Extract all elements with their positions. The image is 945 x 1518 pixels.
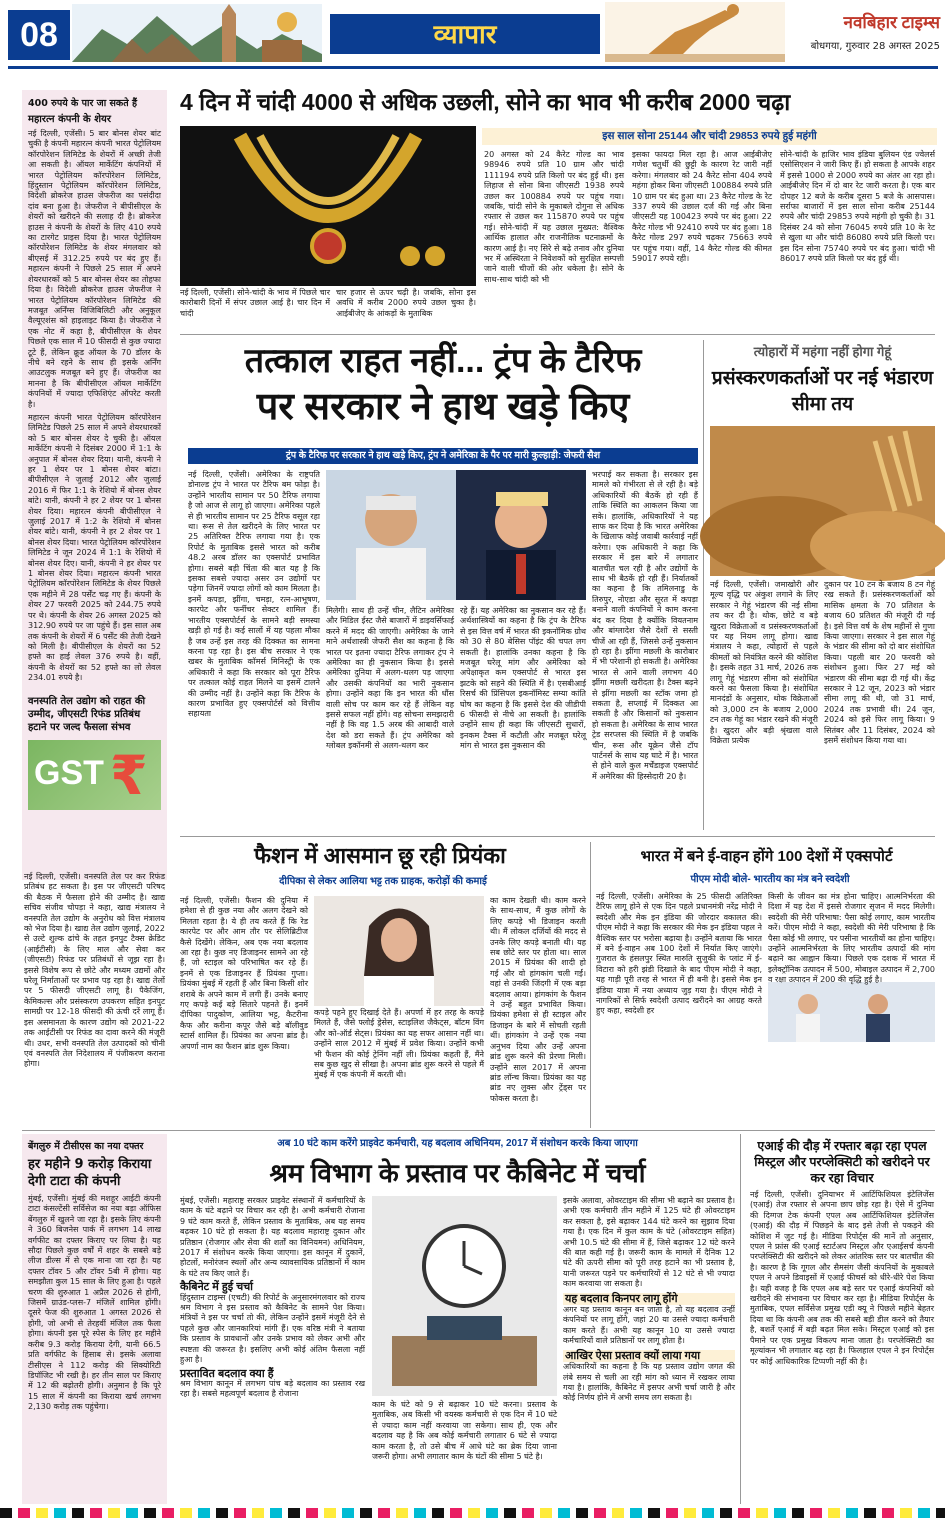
tariff-col3: रहे हैं। यह अमेरिका का नुकसान कर रहे हैं। अर्थशास्त्रियों का कहना है कि ट्रंप के टैरिफ से इस वित्त वर्ष में भारत की इकनॉमिक ग्रोथ को 30 से 80 बेसिस पॉइंट की चपत लग सकती है। हालांकि उनका कहना है कि मजबूत घरेलू मांग और अमेरिका को अपेक्षाकृत कम एक्सपोर्ट से भारत इस झटके को सहने की स्थिति में है। एसबीआई रिसर्च की प्रिंसिपल इकनॉमिस्ट सम्या कांति घोष का कहना है कि इससे देश की जीडीपी 6 फीसदी से नीचे आ सकती है। हालांकि उन्होंने साथ ही कहा कि जीएसटी सुधारों, इनकम टैक्स में कटौती और मजबूत घरेलू मांग से भारत इस नुकसान की xyxy=(460,606,587,751)
labour-para: अधिकारियों का कहना है कि यह प्रस्ताव उद्योग जगत की लंबे समय से चली आ रही मांग को ध्यान में रखकर लाया गया है। हालांकि, कैबिनेट में इसपर अभी चर्चा जारी है और कोई निर्णय होने में अभी समय लग सकता है। xyxy=(563,1362,735,1403)
labour-subhead: यह बदलाव किनपर लागू होंगे xyxy=(563,1293,735,1305)
date-line: बोधगया, गुरुवार 28 अगस्त 2025 xyxy=(810,41,940,52)
divider xyxy=(590,842,591,1128)
modi-trump-photo xyxy=(326,470,586,600)
ev-photo xyxy=(768,982,935,1042)
priyanka-subhead: दीपिका से लेकर आलिया भट्ट तक ग्राहक, करोड़ों की कमाई xyxy=(218,874,548,890)
sidebar-body-para: महारत्न कंपनी भारत पेट्रोलियम कॉरपोरेशन लिमिटेड पिछले 25 साल में अपने शेयरधारकों को 5 बार बोनस शेयर दे चुकी है। ऑयल मार्केटिंग कंपनी ने दिसंबर 2000 में 1:1 के अनुपात में बोनस शेयर दिया। यानी, कंपनी ने हर 1 शेयर पर 1 बोनस शेयर बांटा। बीपीसीएल ने जुलाई 2012 और जुलाई 2016 में फिर 1:1 के रेशियो में बोनस शेयर बांटे। यानी, कंपनी ने हर 2 शेयर पर 1 बोनस शेयर दिया। महारत्न कंपनी बीपीसीएल ने जुलाई 2017 में 1:2 के रेशियो में बोनस शेयर बांटे। यानी, कंपनी ने हर 2 शेयर पर 1 बोनस शेयर दिया। भारत पेट्रोलियम कॉरपोरेशन लिमिटेड ने जून 2024 में 1:1 के रेशियो में बोनस शेयर दिए। यानी, कंपनी ने हर शेयर पर 1 बोनस शेयर दिया। महारत्न कंपनी भारत पेट्रोलियम कॉरपोरेशन लिमिटेड के शेयर पिछले एक महीने में 28 पर्सेंट चढ़ गए हैं। कंपनी के शेयर 27 फरवरी 2025 को 244.75 रुपये पर थे। कंपनी के शेयर 26 अगस्त 2025 को 312.90 रुपये पर जा पहुंचे हैं। इस साल अब तक कंपनी के शेयरों में 6 पर्सेंट की तेजी देखने को मिली है। बीपीसीएल के शेयरों का 52 हफ्ते का हाई लेवल 376 रुपये है। वहीं, कंपनी के शेयरों का 52 हफ्ते का लो लेवल 234.01 रुपये है। xyxy=(28,412,161,683)
wheat-col2: दुकान पर 10 टन के बजाय 8 टन गेहूं रख सकते हैं। प्रसंस्करणकर्ताओं को मासिक क्षमता के 70 प्रतिशत के बजाय 60 प्रतिशत की मंजूरी दी गई है। इसे वित्त वर्ष के शेष महीनों से गुणा किया जाएगा। सरकार ने इस साल गेहूं के भंडार की सीमा को दो बार संशोधित किया। पहली बार 20 फरवरी को संशोधन हुआ। फिर 27 मई को भंडारण की सीमा बढ़ा दी गई थी। केंद्र सरकार ने 12 जून, 2023 को भंडार सीमा लागू की थी, जो 31 मार्च, 2024 तक प्रभावी थी। 24 जून, 2024 को इसे फिर लागू किया। 9 सितंबर और 11 दिसंबर, 2024 को इसमें संशोधन किया गया था। xyxy=(824,580,935,746)
divider xyxy=(22,1130,935,1131)
paper-name: नवबिहार टाइम्स xyxy=(843,13,940,32)
labour-col3 xyxy=(563,1196,735,1504)
ev-subhead: पीएम मोदी बोले- भारतीय का मंत्र बने स्वदेशी xyxy=(630,872,910,887)
sidebar-bpcl xyxy=(22,90,167,880)
page-number: 08 xyxy=(20,16,58,54)
silver-col5: सोने-चांदी के हाजिर भाव इंडिया बुलियन एंड ज्वेलर्स एसोसिएशन ने जारी किए हैं। हो सकता है आपके शहर में इससे 1000 से 2000 रुपये का अंतर आ रहा हो। आईबीजेए दिन में दो बार रेट जारी करता है। एक बार दोपहर 12 बजे के करीब दूसरा 5 बजे के आसपास। सर्राफा बाजारों में इस साल सोना करीब 25144 रुपये और चांदी 29853 रुपये महंगी हो चुकी है। 31 दिसंबर 24 को सोना 76045 रुपये प्रति 10 के रेट से खुला था और चांदी 86080 रुपये प्रति किलो पर। इस दिन सोना 75740 रुपये पर बंद हुआ। चांदी भी 86017 रुपये प्रति किलो पर बंद हुई थी। xyxy=(780,150,935,264)
sidebar-body xyxy=(22,129,167,689)
jewelry-photo xyxy=(180,126,476,286)
office-worker-image xyxy=(372,1196,557,1396)
sidebar-kicker: 400 रुपये के पार जा सकते हैं xyxy=(28,98,137,109)
tariff-col4: भरपाई कर सकता है। सरकार इस मामले को गंभीरता से ले रही है। बड़े अधिकारियों की बैठकें हो रही हैं ताकि स्थिति का आकलन किया जा सके। हालांकि, अधिकारियों ने यह साफ कर दिया है कि भारत अमेरिका के खिलाफ कोई जवाबी कार्रवाई नहीं करेगा। एक अधिकारी ने कहा कि सरकार में इस बारे में लगातार बातचीत चल रही है और उद्योगों के साथ भी बैठकें हो रही हैं। निर्यातकों का कहना है कि तमिलनाडु के तिरुपुर, नोएडा और सूरत में कपड़ा बनाने वाली कंपनियों ने काम करना बंद कर दिया है क्योंकि वियतनाम और बांग्लादेश जैसे देशों से सस्ती चीजें आ रही हैं, जिससे उन्हें नुकसान हो रहा है। झींगा मछली के कारोबार में भी परेशानी हो सकती है। अमेरिका भारत से आने वाली लगभग 40 झींगा मछली खरीदता है। टैक्स बढ़ने से झींगा मछली का स्टॉक जमा हो सकता है, सप्लाई में दिक्कत आ सकती है और किसानों को नुकसान हो सकता है। अमेरिका के साथ भारत ट्रेड सरप्लस की स्थिति में है जबकि चीन, रूस और यूक्रेन जैसे टॉप पार्टनर्स के साथ यह घाटे में है। भारत से होने वाले कुल मर्चेंडाइज एक्सपोर्ट में अमेरिका की हिस्सेदारी 20 है। xyxy=(592,470,698,781)
page-number-box xyxy=(8,10,70,60)
ai-body: नई दिल्ली, एजेंसी। दुनियाभर में आर्टिफिशियल इंटेलिजेंस (एआई) तेज रफ्तार से अपना छाप छोड़ रहा है। ऐसे में दुनिया की दिग्गज टेक कंपनी एपल अब आर्टिफिशियल इंटेलिजेंस (एआई) की दौड़ में पिछड़ने के बाद इसे तेजी से पकड़ने की कोशिश में जुट गई है। मीडिया रिपोर्ट्स की मानें तो अनुसार, एपल ने फ्रांस की एआई स्टार्टअप मिस्ट्रल और एआईसर्च कंपनी परप्लेक्सिटी की खरीदने को लेकर आंतरिक स्तर पर बातचीत की है। कारण है कि गूगल और सैमसंग जैसी कंपनियों के मुकाबले एपल ने अपने डिवाइसों में एआई फीचर्स को धीरे-धीरे पेश किया है। यही वजह है कि एपल अब बड़े स्तर पर एआई कंपनियों को खरीदने की संभावना पर विचार कर रहा है। मीडिया रिपोर्ट्स के मुताबिक, एपल सर्विसेज प्रमुख एडी क्यू ने पिछले महीने बेहतर दिया था कि कंपनी अब तक की सबसे बड़ी डील करने को तैयार है, बशर्ते एआई में बड़ी बढ़त मिल सके। मिस्ट्रल एआई को इस पैमाने पर एक प्रमुख विकल्प माना जाता है। परप्लेक्सिटी का मूल्यांकन भी लगातार बढ़ रहा है। फिलहाल एपल ने इन रिपोर्ट्स पर कोई आधिकारिक टिप्पणी नहीं की है। xyxy=(750,1190,934,1366)
tariff-headline-2: पर सरकार ने हाथ खड़े किए xyxy=(256,386,630,428)
labour-subhead: कैबिनेट में हुई चर्चा xyxy=(180,1281,254,1294)
silver-col4: इसका फायदा मिल रहा है। आज आईबीजेए गणेश चतुर्थी की छुट्टी के कारण रेट जारी नहीं करेगा। मंगलवार को 24 कैरेट सोना 404 रुपये महंगा होकर बिना जीएसटी 100884 रुपये प्रति 10 ग्राम पर बंद हुआ था। 23 कैरेट गोल्ड के रेट 337 रुपये की उछाल दर्ज की गई और बिना जीएसटी यह 100423 रुपये पर बंद हुआ। 22 कैरेट गोल्ड भी 92410 रुपये पर बंद हुआ। 18 कैरेट गोल्ड 297 रुपये चढ़कर 75663 रुपये पर पहुंच गया। वहीं, 14 कैरेट गोल्ड की कीमत 59017 रुपये रही। xyxy=(632,150,772,264)
divider xyxy=(703,340,704,830)
ev-col2: किसी के जीवन का मंत्र होना चाहिए। आत्मनिर्भरता की दिशा में यह देश में इससे रोजगार सृजन में मदद मिलेगी। स्वदेशी की मेरी परिभाषा: पैसा कोई लगाए, काम भारतीय करें। पीएम मोदी ने कहा, स्वदेशी की मेरी परिभाषा है कि पैसा कोई भी लगाए, पर पसीना भारतीयों का होना चाहिए। उन्होंने आत्मनिर्भरता के लिए भारतीय उत्पादों की मांग बढ़ाने का आह्वान किया। पिछले एक दशक में भारत में इलेक्ट्रॉनिक उत्पादन में 500, मोबाइल उत्पादन में 2,700 व रक्षा उत्पादन में 200 की वृद्धि हुई है। xyxy=(768,892,935,985)
priyanka-headline: फैशन में आसमान छू रही प्रियंका xyxy=(254,843,506,868)
gold-necklace-image xyxy=(180,126,476,286)
labour-photo xyxy=(372,1196,557,1396)
print-color-bar xyxy=(0,1508,945,1518)
silver-headline: 4 दिन में चांदी 4000 से अधिक उछली, सोने का भाव भी करीब 2000 चढ़ा xyxy=(180,89,791,115)
ai-headline: एआई की दौड़ में रफ्तार बढ़ा रहा एपल मिस्ट्रल और परप्लेक्सिटी को खरीदने पर कर रहा विचार xyxy=(754,1139,930,1185)
runner-statue-illustration xyxy=(605,2,785,62)
silver-subhead: इस साल सोना 25144 और चांदी 29853 रुपये हुई महंगी xyxy=(482,128,937,145)
gst-headline: वनस्पति तेल उद्योग को राहत की उम्मीद, जीएसटी रिफंड प्रतिबंध हटाने पर जल्द फैसला संभव xyxy=(28,696,146,733)
labour-kicker: अब 10 घंटे काम करेंगे प्राइवेट कर्मचारी, यह बदलाव अधिनियम, 2017 में संशोधन करके किया जाएगा xyxy=(180,1136,735,1152)
labour-para: इसके अलावा, ओवरटाइम की सीमा भी बढ़ाने का प्रस्ताव है। अभी एक कर्मचारी तीन महीने में 125 घंटे ही ओवरटाइम कर सकता है, इसे बढ़ाकर 144 घंटे करने का सुझाव दिया गया है। एक दिन में कुल काम के घंटे (ओवरटाइम सहित) अभी 10.5 घंटे की सीमा में हैं, जिसे बढ़ाकर 12 घंटे करने की बात कही गई है। जरूरी काम के मामले में दैनिक 12 घंटे की ऊपरी सीमा को पूरी तरह हटाने का भी प्रस्ताव है, यानी जरूरत पड़ने पर कर्मचारियों से 12 घंटे से भी ज्यादा काम करवाया जा सकता है। xyxy=(563,1196,735,1289)
priyanka-col1: नई दिल्ली, एजेंसी। फैशन की दुनिया में हमेशा से ही कुछ नया और अलग देखने को मिलता रहता है। ये ही तय करते हैं कि रेड कारपेट पर और आम तौर पर सेलिब्रिटीज कैसे दिखेंगे। लेकिन, अब एक नया बदलाव आ रहा है। कुछ नए डिजाइनर सामने आ रहे हैं, जो स्टाइल को परिभाषित कर रहे हैं। इनमें से एक डिजाइनर हैं प्रियंका गुप्ता। प्रियंका मुंबई में रहती हैं और बिना किसी शोर शराबे के अपने काम में लगी हैं। उनके बनाए गए कपड़े कई बड़े सितारे पहनते हैं। इनमें दीपिका पादुकोण, आलिया भट्ट, कैटरीना कैफ और करीना कपूर जैसे बड़े बॉलीवुड स्टार्स शामिल हैं। प्रियंका का अपना ब्रांड है। अपर्णा नाम का फैशन ब्रांड शुरू किया। xyxy=(180,896,308,1051)
gst-graphic xyxy=(28,740,161,810)
wheat-headline: प्रसंस्करणकर्ताओं पर नई भंडारण सीमा तय xyxy=(711,368,934,415)
labour-para: मुंबई, एजेंसी। महाराष्ट्र सरकार प्राइवेट संस्थानों में कर्मचारियों के काम के घंटे बढ़ाने पर विचार कर रही है। अभी कर्मचारी रोजाना 9 घंटे काम करते हैं, लेकिन प्रस्ताव के मुताबिक, अब यह समय बढ़कर 10 घंटे हो सकता है। यह बदलाव महाराष्ट्र दुकान और प्रतिष्ठान (रोजगार और सेवा की शर्तों का विनियमन) अधिनियम, 2017 में संशोधन करके किया जाएगा। इस कानून में दुकानें, होटलों, मनोरंजन स्थलों और अन्य व्यावसायिक प्रतिष्ठानों में काम के घंटे तय किए जाते हैं। xyxy=(180,1196,365,1278)
tariff-headline-1: तत्काल राहत नहीं... ट्रंप के टैरिफ xyxy=(244,342,642,380)
ev-col1: नई दिल्ली, एजेंसी। अमेरिका के 25 फीसदी अतिरिक्त टैरिफ लागू होने से एक दिन पहले प्रधानमंत्री नरेंद्र मोदी ने स्वदेशी और मेक इन इंडिया की जोरदार वकालत की। पीएम मोदी ने कहा कि सरकार की मेक इन इंडिया पहल ने वैश्विक स्तर पर भरोसा बढ़ाया है। उन्होंने बताया कि भारत में बने ई-वाहन अब 100 देशों में निर्यात किए जाएंगे। गुजरात के हंसलपुर स्थित मारुति सुजुकी के प्लांट में ई-विटारा को हरी झंडी दिखाते के बाद पीएम मोदी ने कहा, यह गाड़ी पूरी तरह से भारत में ही बनी है। इससे मेक इन इंडिया यात्रा में नया अध्याय जुड़ गया है। पीएम मोदी ने नागरिकों से सिर्फ स्वदेशी उत्पाद खरीदने का आग्रह करते हुए कहा, स्वदेशी हर xyxy=(596,892,762,1016)
section-title: व्यापार xyxy=(433,19,497,49)
tariff-subhead: ट्रंप के टैरिफ पर सरकार ने हाथ खड़े किए, ट्रंप ने अमेरिका के पैर पर मारी कुल्हाड़ी: जेफरी सैश xyxy=(188,448,698,464)
silver-col2: चार हजार से ऊपर चढ़ी है। जबकि, सोना इस अवधि में करीब 2000 रुपये उछल चुका है। आईबीजेए के आंकड़ों के मुताबिक xyxy=(336,288,476,318)
silver-col3: 20 अगस्त को 24 कैरेट गोल्ड का भाव 98946 रुपये प्रति 10 ग्राम और चांदी 111194 रुपये प्रति किलो पर बंद हुई थी। इस लिहाज से सोना बिना जीएसटी 1938 रुपये उछल कर 100884 रुपये पर पहुंच गया। जबकि, चांदी सोने के मुकाबले दोगुना से अधिक रफ्तार से उछल कर 115870 रुपये पर पहुंच गई। सोने-चांदी में यह उछाल मुख्यत: वैश्विक आर्थिक हालात और राजनीतिक घटनाक्रमों के कारण आई है। नए सिरे से बढ़े तनाव और दुनिया भर में अस्थिरता ने निवेशकों को सुरक्षित सम्पत्ती जाने वाली चीजों की ओर धकेला है। सोने के साथ-साथ चांदी को भी xyxy=(484,150,624,284)
tata-body: मुंबई, एजेंसी। मुंबई की मशहूर आईटी कंपनी टाटा कंसल्टेंसी सर्विसेज का नया बड़ा ऑफिस बेंगलुरु में खुलने जा रहा है। इसके लिए कंपनी ने 360 बिजनेस पार्क में लगभग 14 लाख वर्गफीट का दफ्तर किराए पर लिया है। यह सौदा पिछले कुछ वर्षों में शहर के सबसे बड़े लीज डील्स में से एक माना जा रहा है। यह दफ्तर टॉवर 5 और टॉवर 5बी में होगा। यह समझौता कुल 15 साल के लिए हुआ है। पहले चरण की शुरुआत 1 अप्रैल 2026 से होगी, जिसमें ग्राउंड-प्लस-7 मंजिलें शामिल होंगी। दूसरे फेज की शुरुआत 1 अगस्त 2026 से होगी, जो अभी से तेरहवीं मंजिल तक फैला होगा। कंपनी इस पूरे स्पेस के लिए हर महीने करीब 9.3 करोड़ किराया देगी, यानी 66.5 प्रति वर्गफीट के हिसाब से। इसके अलावा टीसीएस ने 112 करोड़ की सिक्योरिटी डिपॉजिट भी रखी है। हर तीन साल पर किराए में 12 की बढ़ोतरी होगी। अनुमान है कि पूरे 15 साल में कंपनी का किराया खर्च लगभग 2,130 करोड़ तक पहुंचेगा। xyxy=(28,1194,161,1412)
labour-subhead: प्रस्तावित बदलाव क्या हैं xyxy=(180,1367,274,1380)
gst-body-para: नई दिल्ली, एजेंसी। वनस्पति तेल पर कर रिफंड प्रतिबंध हट सकता है। इस पर जीएसटी परिषद की बैठक में फैसला होने की उम्मीद है। खाद्य सचिव संजीव चोपड़ा ने कहा, खाद्य मंत्रालय ने वनस्पति तेल उद्योग के अनुरोध को वित्त मंत्रालय को भेज दिया है। खाद्य तेल उद्योग जुलाई, 2022 से उल्टे शुल्क ढांचे के तहत इनपुट टैक्स क्रेडिट (आईटीसी) के लिए माल और सेवा कर (जीएसटी) रिफंड पर प्रतिबंधों से जूझ रहा है। इससे विशेष रूप से छोटे और मध्यम उद्यमों और घरेलू निर्माताओं पर प्रभाव पड़ रहा है। खाद्य तेलों पर 5 फीसदी जीएसटी लागू है। पैकेजिंग, केमिकल्स और प्रसंस्करण उपकरण सहित इनपुट सामग्री पर 12-18 फीसदी की ऊंची दरें लागू हैं। इस असमानता के कारण उद्योग को 2021-22 तक आईटीसी पर रिफंड का दावा करने की मंजूरी थी। उधर, सभी वनस्पति तेल उत्पादकों को चीनी एवं वनस्पति तेल निदेशालय में पंजीकरण कराना होगा। xyxy=(24,872,165,1069)
tariff-col1: नई दिल्ली, एजेंसी। अमेरिका के राष्ट्रपति डोनाल्ड ट्रंप ने भारत पर टैरिफ बम फोड़ा है। उन्होंने भारतीय सामान पर 50 टैरिफ लगाया है जो आज से लागू हो जाएगा। अमेरिका पहले से ही भारतीय सामान पर 25 टैरिफ वसूल रहा था। रूस से तेल खरीदने के लिए भारत पर 25 अतिरिक्त टैरिफ लगाया गया है। एक रिपोर्ट के मुताबिक इससे भारत को करीब 48.2 अरब डॉलर का एक्सपोर्ट प्रभावित होगा। सबसे बड़ी चिंता की बात यह है कि इसका सबसे ज्यादा असर उन उद्योगों पर पड़ेगा जिनमें ज्यादा लोगों को काम मिलता है। इनमें कपड़ा, झींगा, चमड़ा, रत्न-आभूषण, कारपेट और फर्नीचर सेक्टर शामिल हैं। भारतीय एक्सपोर्टर्स के सामने बड़ी समस्या खड़ी हो गई है। कई सालों में यह पहला मौका है जब उन्हें इस तरह की दिक्कत का सामना करना पड़ रहा है। इस बीच सरकार ने एक खबर के मुताबिक कॉमर्स मिनिस्ट्री के एक अधिकारी ने कहा कि सरकार को पूरा टैरिफ पर तत्काल कोई राहत मिलने या इसमें टालने की उम्मीद नहीं है। उन्होंने कहा कि टैरिफ के कारण प्रभावित हुए एक्सपोर्टर्स को वित्तीय सहायता xyxy=(188,470,320,719)
silver-caption: नई दिल्ली, एजेंसी। सोने-चांदी के भाव में पिछले चार कारोबारी दिनों में संपर उछाल आई है। चार दिन में चांदी xyxy=(180,288,330,318)
labour-para: अगर यह प्रस्ताव कानून बन जाता है, तो यह बदलाव उन्हीं कंपनियों पर लागू होंगे, जहां 20 या उससे ज्यादा कर्मचारी काम करते हैं। अभी यह कानून 10 या उससे ज्यादा कर्मचारियों वाले प्रतिष्ठानों पर लागू होता है। xyxy=(563,1305,735,1346)
labour-col1 xyxy=(180,1196,365,1504)
labour-para: हिंदुस्तान टाइम्स (एचटी) की रिपोर्ट के अनुसारमंगलवार को राज्य श्रम विभाग ने इस प्रस्ताव को कैबिनेट के सामने पेश किया। मंत्रियों ने इस पर चर्चा तो की, लेकिन उन्होंने इसमें मंजूरी देने से पहले कुछ और जानकारियां मांगी हैं। एक वरिष्ठ मंत्री ने बताया कि प्रस्ताव के प्रावधानों और उनके प्रभाव को लेकर अभी और स्पष्टता की जरूरत है। इसलिए अभी कोई अंतिम फैसला नहीं हुआ है। xyxy=(180,1292,365,1365)
gst-logo-text: GST xyxy=(34,754,104,792)
masthead-rule xyxy=(8,66,938,69)
ev-headline: भारत में बने ई-वाहन होंगे 100 देशों में एक्सपोर्ट xyxy=(640,848,893,865)
sidebar-tata xyxy=(22,1134,167,1504)
labour-col2: काम के घंटे को 9 से बढ़ाकर 10 घंटे करना। प्रस्ताव के मुताबिक, अब किसी भी वयस्क कर्मचारी से एक दिन में 10 घंटे से ज्यादा काम नहीं करवाया जा सकेगा। साथ ही, एक और बदलाव यह है कि अब कोई कर्मचारी लगातार 6 घंटे से ज्यादा काम करता है, तो उसे बीच में आधे घंटे का ब्रेक दिया जाना जरूरी होगा। अभी लगातार काम के घंटों की सीमा 5 घंटे है। xyxy=(372,1400,557,1462)
sidebar-body-para: नई दिल्ली, एजेंसी। 5 बार बोनस शेयर बांट चुकी है कंपनी महारत्न कंपनी भारत पेट्रोलियम कॉरपोरेशन लिमिटेड के शेयरों में अच्छी तेजी आ सकती है। ऑयल मार्केटिंग कंपनियों में भारत पेट्रोलियम कॉरपोरेशन लिमिटेड, हिंदुस्तान पेट्रोलियम कॉरपोरेशन लिमिटेड, विदेशी ब्रोकरेज हाउस जेफरीज का पसंदीदा दांव बना हुआ है। जेफरीज ने बीपीसीएल के शेयरों को खरीदने की सलाह दी है। ब्रोकरेज हाउस ने कंपनी के शेयरों के लिए 410 रुपये का टारगेट प्राइस दिया है। भारत पेट्रोलियम कॉरपोरेशन लिमिटेड के शेयर मंगलवार को बीएसई में 312.25 रुपये पर बंद हुए हैं। महारत्न कंपनी ने पिछले 25 साल में अपने शेयरधारकों को 5 बार बोनस शेयर का तोहफा दिया है। विदेशी ब्रोकरेज हाउस जेफरीज ने भारत पेट्रोलियम कॉरपोरेशन लिमिटेड की मजबूत अर्निंग्स विजिबिलिटी और अनुकूल वैल्यूएशंस को हाइलाइट किया है। जेफरीज ने एक नोट में कहा है, बीपीसीएल के शेयर पिछले एक साल में 10 फीसदी से कुछ ज्यादा टूटे हैं, लेकिन क्रूड ऑयल के 70 डॉलर के नीचे बने रहने के साथ ही इसके अर्निंग आउटलुक मजबूत बने हुए हैं। जेफरीज का मानना है कि बीपीसीएल ऑयल मार्केटिंग कंपनियों में ज्यादा एफिशिएंट ऑपरेट करती है। xyxy=(28,129,161,409)
divider xyxy=(180,334,935,335)
sidebar-headline: महारत्न कंपनी के शेयर xyxy=(28,114,111,125)
tata-kicker: बेंगलुरु में टीसीएस का नया दफ्तर xyxy=(28,1141,144,1152)
tata-headline: हर महीने 9 करोड़ किराया देगी टाटा की कंपनी xyxy=(28,1157,152,1189)
divider xyxy=(180,836,935,837)
masthead-illustration xyxy=(72,4,322,62)
section-banner xyxy=(330,14,600,54)
priyanka-photo xyxy=(314,896,484,1006)
labour-para: श्रम विभाग कानून में लगभग पांच बड़े बदलाव का प्रस्ताव रख रहा है। सबसे महत्वपूर्ण बदलाव है रोजाना xyxy=(180,1378,365,1399)
rupee-icon: ₹ xyxy=(110,744,148,807)
labour-subhead: आखिर ऐसा प्रस्ताव क्यों लाया गया xyxy=(563,1350,735,1362)
landscape-illustration xyxy=(72,4,322,62)
wheat-photo xyxy=(710,426,935,576)
masthead-runner-art xyxy=(605,2,785,62)
pm-event-image xyxy=(768,982,935,1042)
priyanka-col2: कपड़े पहने हुए दिखाई देते हैं। अपर्णा में हर तरह के कपड़े मिलते हैं, जैसे फ्लोई ड्रेसेस, स्टाइलिश जैकेट्स, बॉटम विंग और को-ऑर्ड सेट्स। प्रियंका का यह सफर आसान नहीं था। उन्होंने साल 2012 में मुंबई में प्रवेश किया। उन्होंने कभी भी फैशन की कोई ट्रेनिंग नहीं ली। प्रियंका कहती हैं, मैंने सब कुछ खुद से सीखा है। अपना ब्रांड शुरू करने से पहले मैं मुंबई में एक कंपनी में करती थी। xyxy=(314,1008,484,1080)
portrait-image xyxy=(314,896,484,1006)
tariff-col2: मिलेगी। साथ ही उन्हें चीन, लैटिन अमेरिका और मिडिल ईस्ट जैसे बाजारों में डाइवर्सिफाई करने में मदद की जाएगी। अमेरिका के जाने माने अर्थशास्त्री जेफरी सैश का कहना है कि भारत पर इतना ज्यादा टैरिफ लगाकर ट्रंप ने अमेरिका का ही नुकसान किया है। इससे अमेरिका दुनिया में अलग-थलग पड़ जाएगा और उसकी कंपनियों का भारी नुकसान होगा। उन्होंने कहा कि इन भारत की धौंस वाली सोच पर काम कर रहे हैं लेकिन वह इससे सफल नहीं होंगे। वह सोचना समझदारी नहीं है कि वह 1.5 अरब की आबादी वाले देश को डरा सकते हैं। ट्रंप अमेरिका को ग्लोबल इकॉनमी से अलग-थलग कर xyxy=(326,606,454,751)
wheat-kicker: त्योहारों में महंगा नहीं होगा गेहूं xyxy=(753,344,892,359)
wheat-grains-image xyxy=(710,426,935,576)
leaders-photo xyxy=(326,470,586,600)
divider xyxy=(740,1134,741,1504)
labour-headline: श्रम विभाग के प्रस्ताव पर कैबिनेट में चर्चा xyxy=(269,1158,646,1188)
ai-box xyxy=(746,1134,938,1504)
wheat-col1: नई दिल्ली, एजेंसी। जमाखोरी और मूल्य वृद्धि पर अंकुश लगाने के लिए सरकार ने गेहूं भंडारण की नई सीमा तय कर दी है। थोक, छोटे व बड़े खुदरा विक्रेताओं व प्रसंस्करणकर्ताओं पर यह नियम लागू होगा। खाद्य मंत्रालय ने कहा, त्योहारों से पहले कीमतों को नियंत्रित करने की कोशिश है। इसके तहत 31 मार्च, 2026 तक लागू गेहूं भंडारण सीमा को संशोधित करने का फैसला किया है। संशोधित मानदंडों के अनुसार, थोक विक्रेताओं को 3,000 टन के बजाय 2,000 टन तक गेहूं का भंडार रखने की मंजूरी है। खुदरा और बड़ी श्रृंखला वाले विक्रेता प्रत्येक xyxy=(710,580,818,746)
priyanka-col3: का काम देखती थी। काम करने के साथ-साथ, मैं कुछ लोगों के लिए कपड़े भी डिजाइन करती थी। मैं लोकल दर्जियों की मदद से उनके लिए कपड़े बनाती थी। यह सब छोटे स्तर पर होता था। साल 2015 में प्रियंका की शादी हो गई और वो हांगकांग चली गईं। वहां से उनकी जिंदगी में एक बड़ा बदलाव आया। हांगकांग के फैशन ने उन्हें बहुत प्रभावित किया। प्रियंका हमेशा से ही स्टाइल और डिजाइन के बारे में सोचती रहती थीं। हांगकांग ने उन्हें एक नया अनुभव दिया और उन्हें अपना ब्रांड शुरू करने की प्रेरणा मिली। उन्होंने साल 2017 में अपना ब्रांड लॉन्च किया। प्रियंका का यह ब्रांड नए लुक्स और ट्रेंड्स पर फोकस करता है। xyxy=(490,896,586,1103)
masthead xyxy=(0,0,945,68)
